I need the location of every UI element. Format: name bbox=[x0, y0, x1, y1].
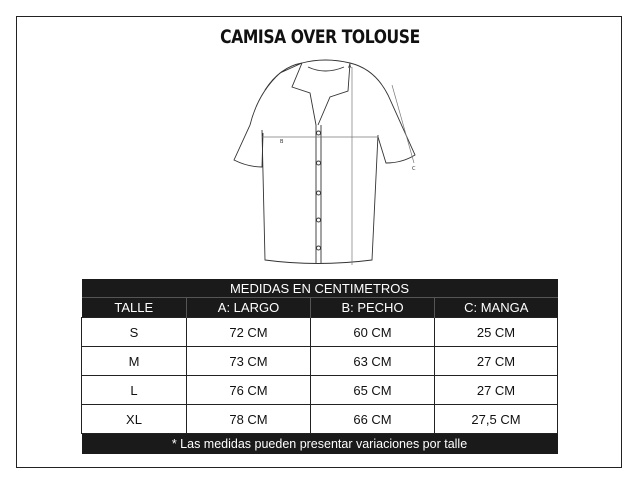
chest-cell: 66 CM bbox=[311, 405, 435, 434]
measure-line-c bbox=[392, 85, 414, 163]
table-row bbox=[82, 318, 558, 347]
label-c: C bbox=[412, 166, 416, 172]
size-cell: M bbox=[82, 347, 187, 376]
shirt-right-sleeve bbox=[350, 63, 415, 163]
column-header: A: LARGO bbox=[187, 298, 311, 318]
length-cell: 73 CM bbox=[187, 347, 311, 376]
shirt-body-outline bbox=[262, 130, 378, 264]
size-table bbox=[81, 279, 558, 454]
chest-cell: 60 CM bbox=[311, 318, 435, 347]
shirt-left-sleeve bbox=[234, 63, 302, 167]
label-a: A bbox=[348, 64, 352, 70]
size-cell: S bbox=[82, 318, 187, 347]
label-b: B bbox=[280, 139, 284, 145]
length-cell: 78 CM bbox=[187, 405, 311, 434]
size-cell: L bbox=[82, 376, 187, 405]
length-cell: 76 CM bbox=[187, 376, 311, 405]
table-row bbox=[82, 405, 558, 434]
chest-cell: 63 CM bbox=[311, 347, 435, 376]
sleeve-cell: 27,5 CM bbox=[435, 405, 558, 434]
column-header: B: PECHO bbox=[311, 298, 435, 318]
table-row bbox=[82, 376, 558, 405]
shirt-right-collar bbox=[318, 63, 350, 125]
shirt-diagram bbox=[220, 55, 430, 275]
shirt-left-collar bbox=[292, 63, 316, 125]
column-header: TALLE bbox=[82, 298, 187, 318]
table-row bbox=[82, 347, 558, 376]
table-heading: MEDIDAS EN CENTIMETROS bbox=[82, 279, 558, 298]
chest-cell: 65 CM bbox=[311, 376, 435, 405]
table-footnote: * Las medidas pueden presentar variaciones por talle bbox=[82, 434, 558, 455]
sleeve-cell: 27 CM bbox=[435, 347, 558, 376]
column-header: C: MANGA bbox=[435, 298, 558, 318]
sleeve-cell: 27 CM bbox=[435, 376, 558, 405]
length-cell: 72 CM bbox=[187, 318, 311, 347]
page-title: CAMISA OVER TOLOUSE bbox=[220, 26, 420, 48]
sleeve-cell: 25 CM bbox=[435, 318, 558, 347]
size-cell: XL bbox=[82, 405, 187, 434]
